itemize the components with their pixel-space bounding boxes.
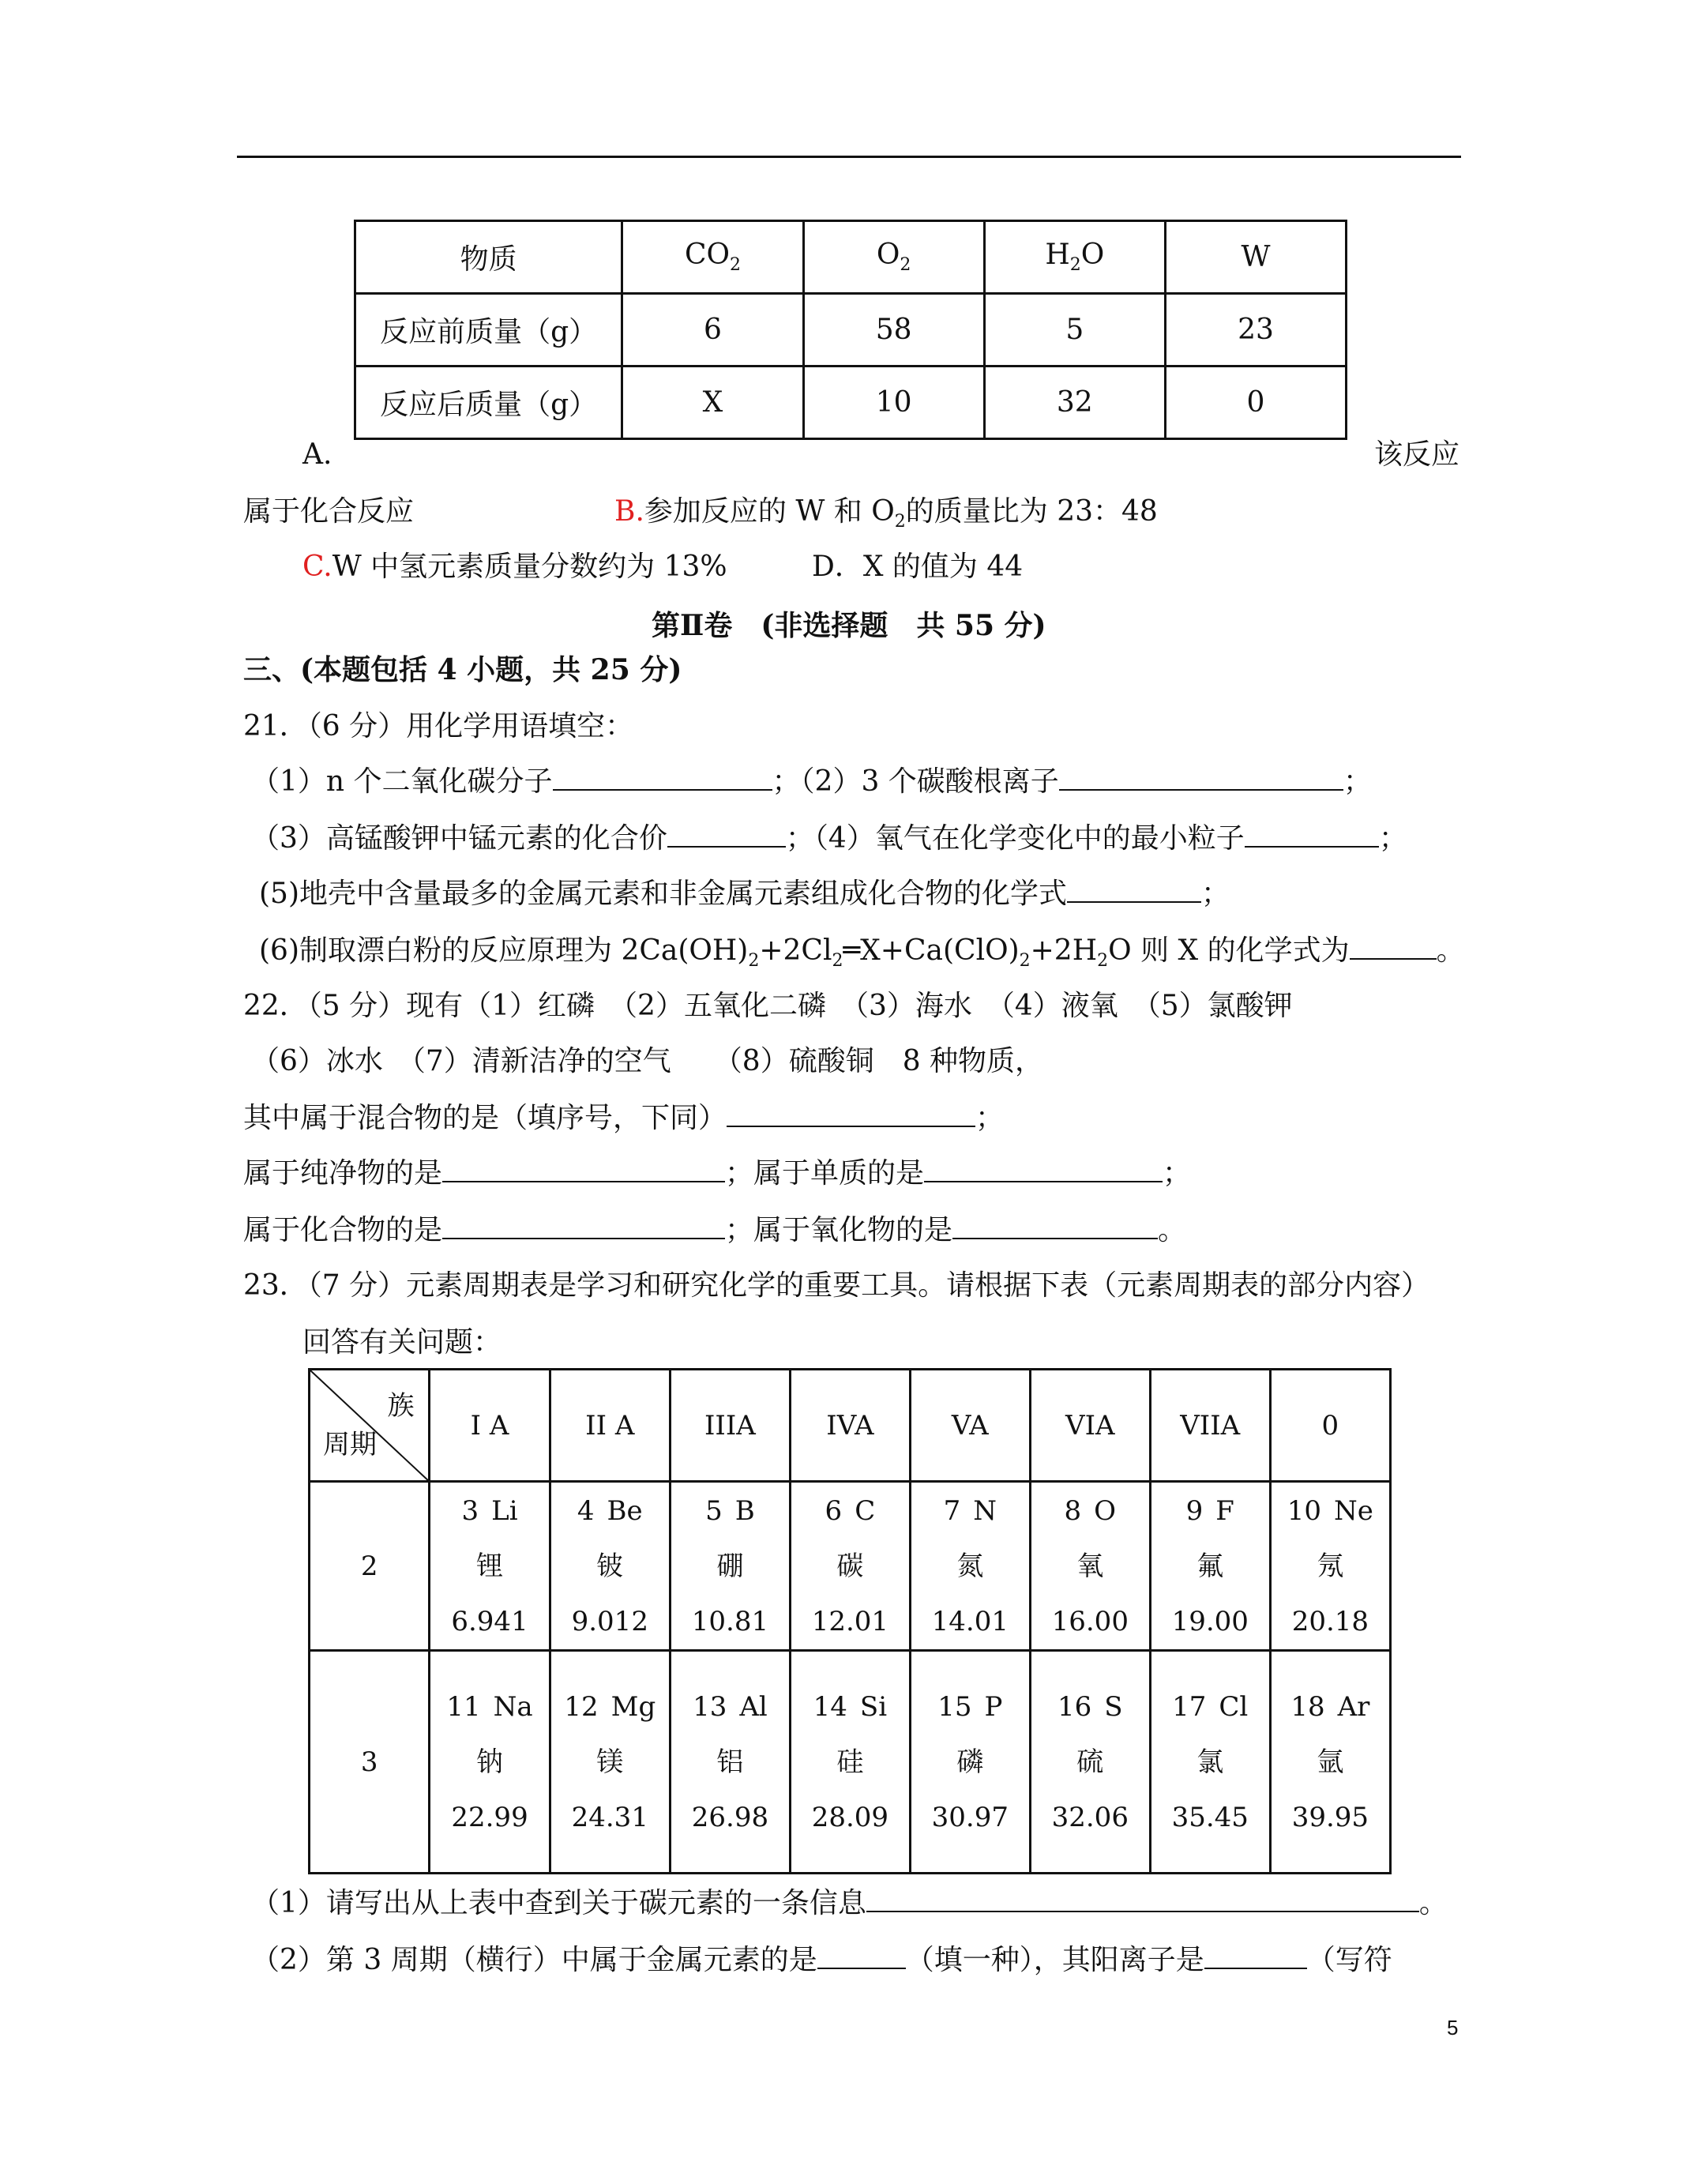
option-b: B.参加反应的 W 和 $O_2$的质量比为 23：48 xyxy=(614,495,1158,532)
group-header: IIIA xyxy=(670,1370,790,1482)
element-name: 铍 xyxy=(596,1550,624,1582)
element-name: 氧 xyxy=(1076,1550,1104,1582)
element-name: 钠 xyxy=(476,1746,504,1778)
element-name: 硫 xyxy=(1076,1746,1104,1778)
q21-line-3: (5)地壳中含量最多的金属元素和非金属元素组成化合物的化学式 ； xyxy=(259,878,1230,910)
element-cell xyxy=(1150,1651,1270,1874)
table-row xyxy=(355,294,1347,367)
element-symbol: Li xyxy=(491,1494,518,1527)
q22-line-1: 22．（5 分）现有（1）红磷 （2）五氧化二磷 （3）海水 （4）液氧 （5）氯酸钾 xyxy=(243,990,1293,1022)
corner-cell xyxy=(310,1370,430,1482)
option-d: D．X 的值为 44 xyxy=(812,551,1024,583)
table-cell: 32 xyxy=(984,367,1165,439)
page-number: 5 xyxy=(1447,2016,1459,2039)
element-mass: 20.18 xyxy=(1291,1605,1369,1637)
q23-sub-2: （2）第 3 周期（横行）中属于金属元素的是 （填一种），其阳离子是 （写符 xyxy=(251,1944,1392,1976)
element-number: 10 xyxy=(1287,1494,1322,1527)
mass-table-header: 物质 xyxy=(355,221,622,294)
element-cell xyxy=(1150,1482,1270,1651)
element-mass: 6.941 xyxy=(451,1605,528,1637)
element-mass: 28.09 xyxy=(811,1801,889,1833)
element-cell xyxy=(1030,1651,1150,1874)
element-cell xyxy=(430,1651,550,1874)
q21-line-4: (6)制取漂白粉的反应原理为 $2Ca(OH)_2+2Cl_2═X+Ca(ClO)_2+2H_2O$ 则 X 的化学式为 。 xyxy=(259,934,1465,972)
element-number: 6 xyxy=(825,1494,843,1527)
element-mass: 32.06 xyxy=(1051,1801,1129,1833)
group-header: IVA xyxy=(790,1370,910,1482)
element-name: 铝 xyxy=(716,1746,744,1778)
element-mass: 30.97 xyxy=(931,1801,1009,1833)
element-name: 锂 xyxy=(476,1550,504,1582)
element-cell xyxy=(550,1651,670,1874)
mass-table-header: $CO_2$ xyxy=(622,221,803,294)
element-cell xyxy=(1030,1482,1150,1651)
element-symbol: Na xyxy=(493,1690,533,1723)
element-mass: 35.45 xyxy=(1171,1801,1249,1833)
element-symbol: C xyxy=(855,1494,876,1527)
element-number: 3 xyxy=(461,1494,479,1527)
element-symbol: Mg xyxy=(610,1690,656,1723)
mass-table-header: $H_2O$ xyxy=(984,221,1165,294)
element-cell xyxy=(1270,1482,1390,1651)
element-cell xyxy=(670,1651,790,1874)
table-cell: 5 xyxy=(984,294,1165,367)
group-header: VIIA xyxy=(1150,1370,1270,1482)
element-name: 镁 xyxy=(596,1746,624,1778)
element-name: 硼 xyxy=(716,1550,744,1582)
element-mass: 24.31 xyxy=(571,1801,648,1833)
element-symbol: Cl xyxy=(1219,1690,1249,1723)
option-a-label: A. xyxy=(302,438,332,471)
period-number: 2 xyxy=(310,1482,430,1651)
element-name: 氯 xyxy=(1196,1746,1224,1778)
element-number: 14 xyxy=(813,1690,847,1723)
table-cell: 10 xyxy=(803,367,984,439)
table-cell: 58 xyxy=(803,294,984,367)
element-name: 氩 xyxy=(1317,1746,1344,1778)
element-number: 7 xyxy=(943,1494,961,1527)
element-mass: 22.99 xyxy=(451,1801,528,1833)
element-number: 8 xyxy=(1064,1494,1082,1527)
element-symbol: F xyxy=(1215,1494,1234,1527)
element-number: 5 xyxy=(705,1494,723,1527)
element-cell xyxy=(790,1651,910,1874)
q22-line-2: （6）冰水 （7）清新洁净的空气 （8）硫酸铜 8 种物质， xyxy=(251,1045,1044,1077)
period-row-2 xyxy=(310,1482,1391,1651)
element-number: 12 xyxy=(564,1690,599,1723)
table-cell: 6 xyxy=(622,294,803,367)
q21-title: 21．（6 分）用化学用语填空： xyxy=(243,710,634,742)
element-number: 13 xyxy=(693,1690,727,1723)
period-row-3 xyxy=(310,1651,1391,1874)
section-3-title: 三、(本题包括 4 小题，共 25 分) xyxy=(243,653,682,686)
element-name: 碳 xyxy=(836,1550,864,1582)
element-mass: 39.95 xyxy=(1291,1801,1369,1833)
element-name: 磷 xyxy=(956,1746,984,1778)
element-number: 15 xyxy=(937,1690,972,1723)
element-cell xyxy=(910,1482,1030,1651)
option-a-text: 属于化合反应 xyxy=(243,495,415,528)
element-mass: 14.01 xyxy=(931,1605,1009,1637)
option-c: C.W 中氢元素质量分数约为 13% xyxy=(302,551,727,583)
element-mass: 12.01 xyxy=(811,1605,889,1637)
element-number: 11 xyxy=(446,1690,481,1723)
element-cell xyxy=(790,1482,910,1651)
element-mass: 19.00 xyxy=(1171,1605,1249,1637)
element-number: 4 xyxy=(577,1494,595,1527)
group-header: VA xyxy=(910,1370,1030,1482)
header-rule xyxy=(237,156,1461,158)
element-number: 18 xyxy=(1290,1690,1325,1723)
q21-line-2: （3）高锰酸钾中锰元素的化合价 ；（4）氧气在化学变化中的最小粒子 ； xyxy=(251,822,1407,855)
element-symbol: Ne xyxy=(1334,1494,1373,1527)
element-cell xyxy=(1270,1651,1390,1874)
element-symbol: O xyxy=(1094,1494,1117,1527)
group-label: 族 xyxy=(387,1390,415,1422)
table-cell: 0 xyxy=(1165,367,1346,439)
row-label: 反应后质量（g） xyxy=(355,367,622,439)
element-name: 硅 xyxy=(836,1746,864,1778)
element-mass: 26.98 xyxy=(691,1801,769,1833)
period-label: 周期 xyxy=(323,1429,377,1460)
periodic-table xyxy=(308,1368,1392,1874)
element-mass: 10.81 xyxy=(691,1605,769,1637)
q21-line-1: （1）n 个二氧化碳分子 ；（2）3 个碳酸根离子 ； xyxy=(251,765,1372,798)
element-cell xyxy=(550,1482,670,1651)
table-row xyxy=(355,367,1347,439)
element-symbol: P xyxy=(984,1690,1003,1723)
q22-line-4: 属于纯净物的是 ；属于单质的是 ； xyxy=(243,1157,1192,1190)
mass-table-header: W xyxy=(1165,221,1346,294)
element-mass: 9.012 xyxy=(571,1605,648,1637)
row-label: 反应前质量（g） xyxy=(355,294,622,367)
q23-line-1: 23．（7 分）元素周期表是学习和研究化学的重要工具。请根据下表（元素周期表的部分内容） xyxy=(243,1269,1430,1302)
group-header: I A xyxy=(430,1370,550,1482)
group-header: VIA xyxy=(1030,1370,1150,1482)
q22-line-3: 其中属于混合物的是（填序号，下同） ； xyxy=(243,1102,1005,1134)
element-symbol: Ar xyxy=(1337,1690,1370,1723)
table-cell: X xyxy=(622,367,803,439)
q23-sub-1: （1）请写出从上表中查到关于碳元素的一条信息 。 xyxy=(251,1887,1448,1919)
element-cell xyxy=(910,1651,1030,1874)
element-cell xyxy=(670,1482,790,1651)
element-name: 氮 xyxy=(956,1550,984,1582)
mass-table-header: $O_2$ xyxy=(803,221,984,294)
group-header: 0 xyxy=(1270,1370,1390,1482)
element-number: 9 xyxy=(1185,1494,1204,1527)
element-symbol: N xyxy=(973,1494,997,1527)
period-number: 3 xyxy=(310,1651,430,1874)
element-mass: 16.00 xyxy=(1051,1605,1129,1637)
section-2-title: 第Ⅱ卷 (非选择题 共 55 分) xyxy=(652,609,1046,642)
element-name: 氖 xyxy=(1317,1550,1344,1582)
element-number: 17 xyxy=(1172,1690,1207,1723)
element-symbol: Al xyxy=(739,1690,768,1723)
q22-line-5: 属于化合物的是 ；属于氧化物的是 。 xyxy=(243,1214,1187,1246)
element-cell xyxy=(430,1482,550,1651)
element-symbol: Si xyxy=(859,1690,888,1723)
element-symbol: S xyxy=(1104,1690,1123,1723)
element-name: 氟 xyxy=(1196,1550,1224,1582)
q23-line-2: 回答有关问题： xyxy=(302,1326,502,1359)
element-symbol: Be xyxy=(607,1494,643,1527)
option-a-text-right: 该反应 xyxy=(1374,438,1460,471)
mass-table xyxy=(354,220,1347,440)
element-symbol: B xyxy=(734,1494,755,1527)
group-header: II A xyxy=(550,1370,670,1482)
element-number: 16 xyxy=(1057,1690,1092,1723)
group-header-row xyxy=(310,1370,1391,1482)
table-cell: 23 xyxy=(1165,294,1346,367)
